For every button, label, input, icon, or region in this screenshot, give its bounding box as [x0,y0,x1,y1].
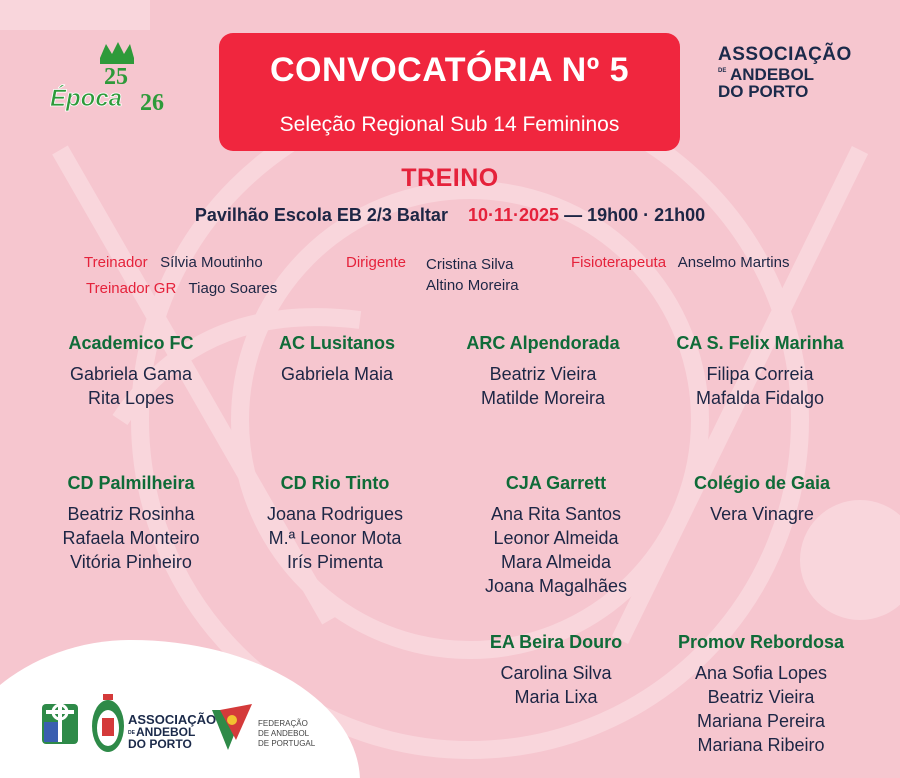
staff-name: Anselmo Martins [677,254,790,271]
player-name: Rafaela Monteiro [62,528,200,548]
player-name: Joana Magalhães [484,576,628,596]
player-name: Beatriz Vieira [489,364,597,384]
staff-manager-label [346,254,406,271]
season-label: Época [50,85,123,112]
season-year-top: 25 [104,64,128,90]
event-details [0,205,900,226]
club-block [31,333,231,410]
club-name: Promov Rebordosa [677,632,845,652]
player-name: M.ª Leonor Mota [268,528,402,548]
club-block [443,333,643,410]
player-name: Mara Almeida [500,552,612,572]
event-date: 10·11·2025 [467,205,560,225]
player-name: Vitória Pinheiro [70,552,192,572]
staff-gk-coach [86,280,277,297]
player-name: Gabriela Gama [69,364,193,384]
event-venue: Pavilhão Escola EB 2/3 Baltar [194,205,448,225]
title-banner [219,33,680,151]
staff-role: Treinador [84,254,148,271]
player-name: Matilde Moreira [480,388,606,408]
player-name: Beatriz Vieira [707,687,815,707]
club-block [456,473,656,598]
club-block [660,333,860,410]
crown-icon [100,42,134,64]
player-name: Ana Sofia Lopes [694,663,828,683]
season-logo [48,40,178,120]
association-logo-line3: DO PORTO [718,82,809,101]
staff-name: Cristina Silva [426,256,514,273]
footer-assoc-line1: ASSOCIAÇÃO [128,712,217,727]
club-name: ARC Alpendorada [466,333,620,353]
association-logo [718,44,858,100]
player-name: Leonor Almeida [493,528,619,548]
event-type: TREINO [401,164,499,192]
player-name: Carolina Silva [500,663,612,683]
footer-federation-line1: FEDERAÇÃO [258,719,308,728]
staff-role: Fisioterapeuta [571,254,667,271]
club-name: EA Beira Douro [489,632,623,652]
federation-icon [212,704,252,750]
banner-subtitle: Seleção Regional Sub 14 Femininos [279,113,620,136]
staff-coach [84,254,263,271]
staff-name: Sílvia Moutinho [160,254,263,271]
banner-title: CONVOCATÓRIA Nº 5 [269,51,630,89]
player-name: Ana Rita Santos [490,504,622,524]
player-name: Joana Rodrigues [266,504,404,524]
club-block [237,333,437,386]
player-name: Gabriela Maia [280,364,394,384]
player-name: Vera Vinagre [710,504,814,524]
player-name: Mariana Ribeiro [697,735,825,755]
footer-federation-line3: DE PORTUGAL [258,739,316,748]
staff-role: Dirigente [346,254,407,271]
event-time: — 19h00 · 21h00 [564,205,706,225]
season-year-bottom: 26 [140,90,164,116]
club-name: CD Rio Tinto [280,473,390,493]
player-name: Mafalda Fidalgo [695,388,825,408]
staff-name: Altino Moreira [426,277,519,294]
player-name: Irís Pimenta [286,552,384,572]
sports-club-emblem-icon [42,704,78,744]
player-name: Beatriz Rosinha [67,504,195,524]
footer-logos [40,690,320,760]
association-logo-de: DE [718,68,727,74]
footer-federation-line2: DE ANDEBOL [258,729,310,738]
staff-physio [571,254,789,271]
club-name: AC Lusitanos [278,333,395,353]
footer-assoc-line3: DO PORTO [128,737,192,751]
club-block [31,473,231,574]
player-name: Maria Lixa [514,687,598,707]
staff-manager-names [426,254,519,296]
club-name: CJA Garrett [505,473,607,493]
club-block [456,632,656,709]
club-name: CD Palmilheira [67,473,195,493]
staff-name: Tiago Soares [188,280,278,297]
club-name: Academico FC [68,333,194,353]
association-logo-line2: ANDEBOL [730,65,815,84]
club-block [662,473,862,526]
staff-role: Treinador GR [86,280,177,297]
player-name: Rita Lopes [87,388,175,408]
association-logo-line1: ASSOCIAÇÃO [718,44,852,65]
club-block [235,473,435,574]
footer-assoc-de: DE [128,730,135,736]
club-name: CA S. Felix Marinha [676,333,844,353]
club-name: Colégio de Gaia [693,473,831,493]
club-block [661,632,861,757]
player-name: Mariana Pereira [696,711,826,731]
player-name: Filipa Correia [706,364,814,384]
association-crest-icon [92,694,124,752]
footer-assoc-line2: ANDEBOL [136,725,196,739]
